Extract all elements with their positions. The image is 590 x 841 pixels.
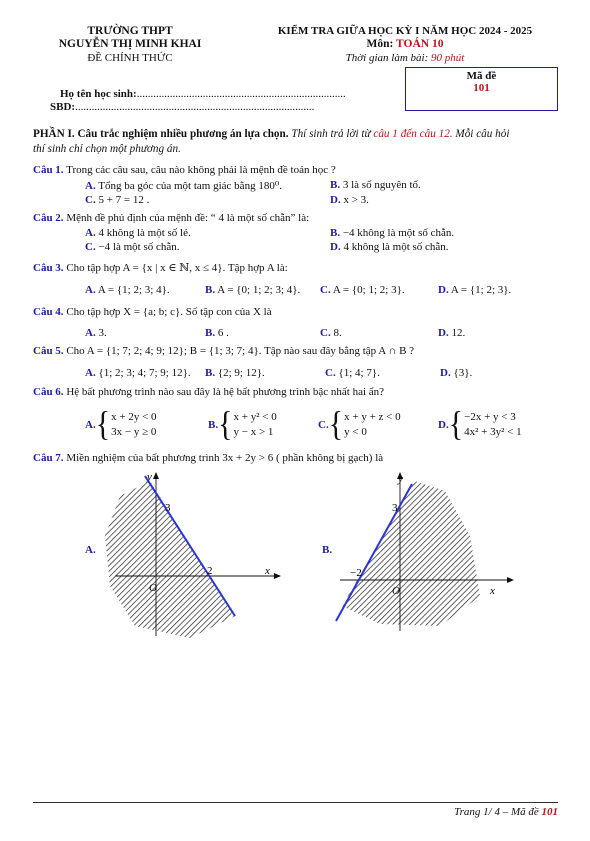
q4-label: Câu 4. (33, 306, 64, 318)
q7-graph-a (95, 466, 285, 641)
q4-option-b[interactable] (205, 327, 229, 339)
q2-c-letter: C. (85, 241, 96, 253)
q6-a-row1: x + 2y < 0 (111, 411, 157, 423)
q1-c-letter: C. (85, 194, 96, 206)
q5-option-b[interactable] (205, 367, 265, 379)
q4-c-letter: C. (320, 327, 331, 339)
q4-a-letter: A. (85, 327, 96, 339)
q6-b-row2: y − x > 1 (233, 426, 274, 438)
q1-option-c[interactable] (85, 194, 149, 206)
exam-title: KIỂM TRA GIỮA HỌC KỲ I NĂM HỌC 2024 - 2025 (277, 25, 533, 37)
q5-b-text: {2; 9; 12}. (215, 367, 265, 379)
q7-b-tick-minus2: −2 (350, 567, 362, 579)
q2-a-text: 4 không là một số lẻ. (95, 227, 191, 239)
subject-label: Môn: (366, 38, 394, 50)
q2-b-letter: B. (330, 227, 341, 239)
q4-d-text: 12. (448, 327, 466, 339)
q4-option-a[interactable] (85, 327, 107, 339)
q2-label: Câu 2. (33, 212, 64, 224)
q6-a-letter: A. (85, 419, 96, 431)
q5-c-text: {1; 4; 7}. (335, 367, 380, 379)
q3-c-text: A = {0; 1; 2; 3}. (330, 284, 405, 296)
q7-b-hatched-region (342, 481, 480, 626)
q1-d-letter: D. (330, 194, 341, 206)
q2-d-letter: D. (330, 241, 341, 253)
q1-b-text: 3 là số nguyên tố. (340, 179, 421, 191)
q1-a-letter: A. (85, 180, 96, 192)
exam-code-label: Mã đề (466, 70, 497, 82)
exam-code-box (405, 67, 558, 111)
q7-b-y-label: y (398, 473, 403, 485)
q4-d-letter: D. (438, 327, 449, 339)
q4-b-text: 6 . (215, 327, 229, 339)
q3-d-letter: D. (438, 284, 449, 296)
q6-option-d[interactable] (438, 405, 522, 444)
subject-value: TOÁN 10 (396, 38, 444, 50)
q7-a-tick-2: 2 (207, 565, 213, 577)
q7-a-x-label: x (265, 565, 270, 577)
q4-option-d[interactable] (438, 327, 465, 339)
q2-option-d[interactable] (330, 241, 449, 253)
q6-a-row2: 3x − y ≥ 0 (111, 426, 157, 438)
question-3 (33, 261, 288, 274)
exam-code-value: 101 (473, 82, 490, 94)
student-name-label: Họ tên học sinh: (60, 88, 137, 100)
q2-c-text: −4 là một số chẵn. (95, 241, 180, 253)
q5-option-c[interactable] (325, 367, 380, 379)
q3-option-d[interactable] (438, 284, 511, 296)
q2-d-text: 4 không là một số chẵn. (340, 241, 449, 253)
q6-b-letter: B. (208, 419, 219, 431)
q1-option-b[interactable] (330, 179, 421, 191)
q2-option-b[interactable] (330, 227, 454, 239)
q1-d-text: x > 3. (340, 194, 369, 206)
q1-label: Câu 1. (33, 164, 64, 176)
q6-c-letter: C. (318, 419, 329, 431)
q1-a-text: Tổng ba góc của một tam giác bằng 180⁰. (95, 180, 282, 192)
q7-a-y-arrow (153, 472, 159, 479)
q6-d-brace: { (448, 405, 464, 444)
q6-c-row1: x + y + z < 0 (344, 411, 401, 423)
question-2 (33, 212, 309, 224)
q4-b-letter: B. (205, 327, 216, 339)
q3-option-b[interactable] (205, 284, 300, 296)
q5-a-letter: A. (85, 367, 96, 379)
student-name-field[interactable]: ............................................................................ (136, 88, 346, 100)
q2-b-text: −4 không là một số chẵn. (340, 227, 455, 239)
student-name-row (60, 88, 346, 100)
subject-line (240, 38, 570, 50)
question-5 (33, 345, 414, 357)
q1-option-a[interactable] (85, 179, 282, 192)
q3-b-text: A = {0; 1; 2; 3; 4}. (215, 284, 301, 296)
q4-a-text: 3. (95, 327, 107, 339)
q5-a-text: {1; 2; 3; 4; 7; 9; 12}. (95, 367, 191, 379)
q6-b-row1: x + y² < 0 (233, 411, 277, 423)
q3-option-c[interactable] (320, 284, 405, 296)
school-name-line2: NGUYỄN THỊ MINH KHAI (58, 38, 202, 50)
question-7 (33, 452, 383, 464)
official-label: ĐỀ CHÍNH THỨC (87, 52, 173, 64)
q2-text: Mệnh đề phủ định của mệnh đề: “ 4 là một số chẵn” là: (63, 212, 310, 224)
part1-heading (33, 128, 509, 140)
q6-option-a[interactable] (85, 405, 157, 444)
q7-b-origin-label: O (392, 585, 400, 597)
part1-instr-line2: thí sinh chỉ chọn một phương án. (33, 143, 181, 155)
q3-b-letter: B. (205, 284, 216, 296)
question-4 (33, 306, 272, 318)
q6-option-b[interactable] (208, 405, 277, 444)
part1-instr-b: Mỗi câu hỏi (452, 128, 510, 140)
q5-text: Cho A = {1; 7; 2; 4; 9; 12}; B = {1; 3; 7; 4}. Tập nào sau đây bằng tập A ∩ B ? (63, 345, 415, 357)
footer-rule (33, 802, 558, 803)
q5-b-letter: B. (205, 367, 216, 379)
q6-d-row1: −2x + y < 3 (464, 411, 516, 423)
school-name-line1: TRƯỜNG THPT (87, 25, 173, 37)
q6-c-brace: { (328, 405, 344, 444)
q5-option-a[interactable] (85, 367, 191, 379)
sbd-row (50, 101, 314, 113)
q7-label: Câu 7. (33, 452, 64, 464)
question-1 (33, 164, 336, 176)
q7-graph-b (330, 466, 520, 641)
q6-d-row2: 4x² + 3y² < 1 (464, 426, 522, 438)
q7-b-x-label: x (490, 585, 495, 597)
q7-a-origin-label: O (149, 582, 157, 594)
q3-c-letter: C. (320, 284, 331, 296)
sbd-label: SBD: (50, 101, 76, 113)
time-value: 90 phút (431, 52, 465, 64)
q3-text: Cho tập hợp A = {x | x ∈ ℕ, x ≤ 4}. Tập hợp A là: (63, 262, 288, 274)
q7-option-b[interactable]: B. (322, 544, 333, 556)
q7-text: Miền nghiệm của bất phương trình 3x + 2y > 6 ( phần không bị gạch) là (63, 452, 384, 464)
q7-a-x-arrow (274, 573, 281, 579)
q4-c-text: 8. (330, 327, 342, 339)
q3-a-letter: A. (85, 284, 96, 296)
footer-page (454, 806, 558, 818)
q1-option-d[interactable] (330, 194, 369, 206)
q6-text: Hệ bất phương trình nào sau đây là hệ bất phương trình bậc nhất hai ẩn? (63, 386, 385, 398)
time-line (240, 52, 570, 64)
footer-page-code: 101 (541, 806, 558, 818)
q1-c-text: 5 + 7 = 12 . (95, 194, 150, 206)
q7-a-y-label: y (147, 471, 152, 483)
part1-instr-a: Thí sinh trả lời từ (291, 128, 374, 140)
q6-option-c[interactable] (318, 405, 401, 444)
q5-c-letter: C. (325, 367, 336, 379)
q7-option-a[interactable]: A. (85, 544, 96, 556)
q4-option-c[interactable] (320, 327, 342, 339)
q7-b-x-arrow (507, 577, 514, 583)
footer-page-text: Trang 1/ 4 – Mã đề (454, 806, 542, 818)
q7-a-tick-3: 3 (165, 502, 171, 514)
q4-text: Cho tập hợp X = {a; b; c}. Số tập con của X là (63, 306, 272, 318)
q3-a-text: A = {1; 2; 3; 4}. (95, 284, 170, 296)
q2-option-c[interactable] (85, 241, 180, 253)
q3-option-a[interactable] (85, 284, 170, 296)
q6-label: Câu 6. (33, 386, 64, 398)
question-6 (33, 386, 384, 398)
q2-a-letter: A. (85, 227, 96, 239)
q5-option-d[interactable] (440, 367, 472, 379)
q1-b-letter: B. (330, 179, 341, 191)
q6-a-brace: { (95, 405, 111, 444)
time-label: Thời gian làm bài: (345, 52, 429, 64)
q6-d-letter: D. (438, 419, 449, 431)
q5-label: Câu 5. (33, 345, 64, 357)
q6-b-brace: { (218, 405, 233, 444)
q6-c-row2: y < 0 (344, 426, 367, 438)
sbd-field[interactable]: ....................................................................................... (75, 101, 315, 113)
q2-option-a[interactable] (85, 227, 191, 239)
q5-d-text: {3}. (450, 367, 473, 379)
q7-b-tick-3: 3 (392, 502, 398, 514)
part1-instr-range: câu 1 đến câu 12. (373, 128, 453, 140)
q1-text: Trong các câu sau, câu nào không phải là mệnh đề toán học ? (63, 164, 336, 176)
q3-d-text: A = {1; 2; 3}. (448, 284, 512, 296)
q3-label: Câu 3. (33, 262, 64, 274)
q5-d-letter: D. (440, 367, 451, 379)
part1-title: PHẦN I. Câu trắc nghiệm nhiều phương án lựa chọn. (33, 128, 289, 140)
